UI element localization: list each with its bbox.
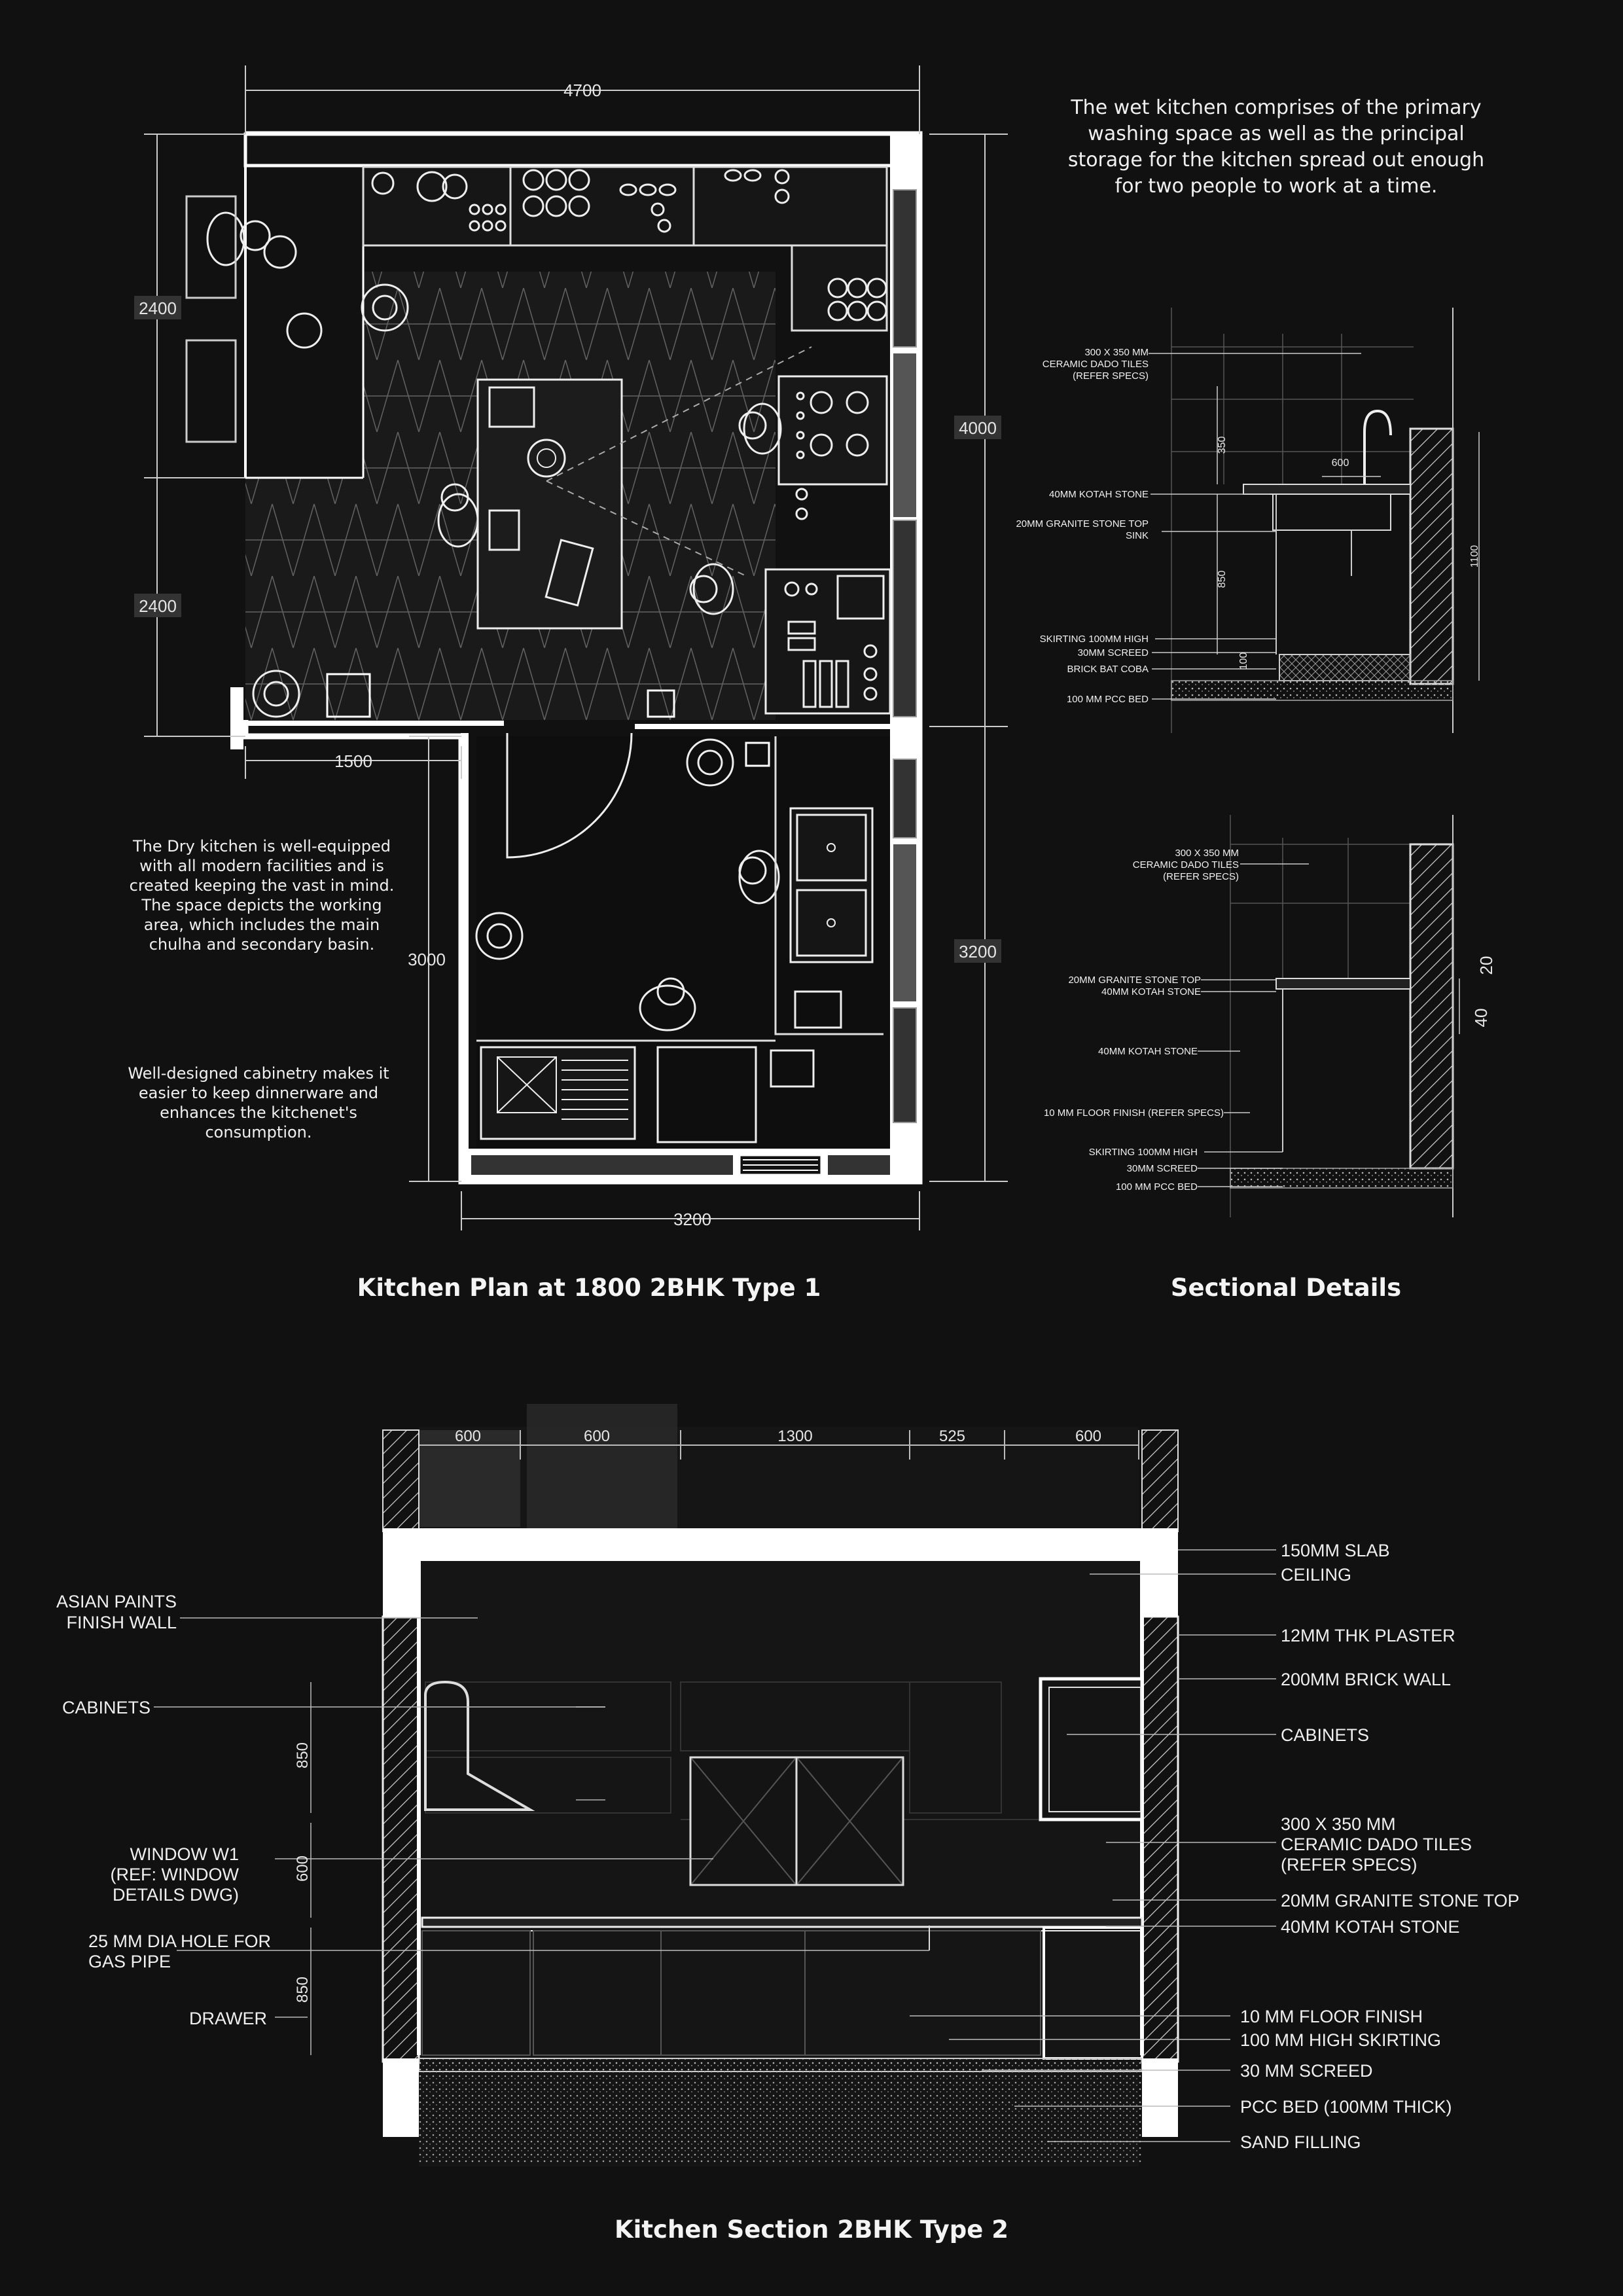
- dry-kitchen-description: The Dry kitchen is well-equipped with all modern facilities and is created keeping the vast in mind. The space depicts the working area, which includes the main chulha and secondary basin.: [129, 837, 395, 954]
- upper-label-pcc: 100 MM PCC BED: [1066, 694, 1149, 705]
- label-pcc-bed: PCC BED (100MM THICK): [1240, 2097, 1452, 2117]
- label-gas-hole-1: 25 MM DIA HOLE FOR: [88, 1931, 272, 1951]
- label-tiles-2: CERAMIC DADO TILES: [1281, 1835, 1472, 1854]
- section-left-dim-1: 850: [294, 1742, 312, 1769]
- sectional-detail-upper: [1016, 308, 1480, 733]
- label-granite-top: 20MM GRANITE STONE TOP: [1281, 1891, 1520, 1910]
- dim-left-lower: 2400: [139, 596, 177, 616]
- lower-label-screed: 30MM SCREED: [1126, 1163, 1198, 1174]
- lower-label-tiles-3: (REFER SPECS): [1163, 871, 1239, 882]
- lower-dim-40: 40: [1471, 1008, 1491, 1028]
- upper-label-tiles-3: (REFER SPECS): [1073, 370, 1149, 382]
- window-lower: [893, 844, 916, 1001]
- label-slab: 150MM SLAB: [1281, 1541, 1390, 1560]
- dim-top: 4700: [563, 81, 601, 100]
- label-window-3: DETAILS DWG): [112, 1885, 239, 1905]
- lower-label-granite: 20MM GRANITE STONE TOP: [1068, 975, 1201, 986]
- upper-label-coba: BRICK BAT COBA: [1067, 664, 1149, 675]
- upper-label-skirting: SKIRTING 100MM HIGH: [1039, 634, 1149, 645]
- upper-label-tiles-2: CERAMIC DADO TILES: [1042, 359, 1149, 370]
- lower-label-tiles-1: 300 X 350 MM: [1175, 848, 1239, 859]
- section-left-dim-3: 850: [294, 1976, 312, 2003]
- label-tiles-3: (REFER SPECS): [1281, 1855, 1418, 1874]
- pcc-bed: [419, 2072, 1142, 2163]
- sectional-detail-lower: [1044, 815, 1496, 1217]
- section-top-dim-3: 1300: [777, 1427, 813, 1445]
- label-cabinets-left: CABINETS: [62, 1698, 151, 1717]
- dim-right-lower: 3200: [959, 942, 997, 961]
- upper-dim-350: 350: [1217, 436, 1228, 454]
- label-floor-finish: 10 MM FLOOR FINISH: [1240, 2007, 1423, 2026]
- section-top-dim-1: 600: [454, 1427, 482, 1445]
- double-sink: [791, 808, 872, 962]
- cooktop: [779, 376, 887, 484]
- lower-label-kotah-2: 40MM KOTAH STONE: [1098, 1046, 1198, 1057]
- label-asian-paints-1: ASIAN PAINTS: [56, 1592, 177, 1611]
- lower-dim-20: 20: [1476, 956, 1496, 975]
- dim-right-upper: 4000: [959, 418, 997, 438]
- upper-dim-850: 850: [1217, 570, 1228, 588]
- kitchen-section: [56, 1404, 1520, 2166]
- sectional-details-title: Sectional Details: [1170, 1274, 1402, 1302]
- label-asian-paints-2: FINISH WALL: [66, 1613, 177, 1632]
- label-window-1: WINDOW W1: [130, 1844, 239, 1864]
- upper-label-sink: SINK: [1125, 530, 1149, 541]
- dim-bottom: 3200: [673, 1210, 711, 1229]
- kitchen-plan-title: Kitchen Plan at 1800 2BHK Type 1: [357, 1274, 821, 1302]
- section-top-dim-5: 600: [1075, 1427, 1102, 1445]
- label-cabinets-right: CABINETS: [1281, 1725, 1370, 1745]
- kitchen-plan: [134, 65, 1008, 1230]
- dim-left-upper: 2400: [139, 298, 177, 318]
- kitchen-island: [478, 380, 622, 628]
- right-cabinet: [1041, 1679, 1142, 1820]
- upper-label-screed: 30MM SCREED: [1077, 647, 1149, 658]
- window-upper: [893, 353, 916, 517]
- lower-label-tiles-2: CERAMIC DADO TILES: [1132, 859, 1239, 870]
- upper-label-granite: 20MM GRANITE STONE TOP: [1016, 518, 1149, 529]
- kitchen-section-title: Kitchen Section 2BHK Type 2: [615, 2215, 1008, 2244]
- top-counter: [363, 167, 887, 245]
- label-skirting: 100 MM HIGH SKIRTING: [1240, 2030, 1442, 2050]
- upper-label-kotah: 40MM KOTAH STONE: [1049, 489, 1149, 500]
- upper-dim-1100: 1100: [1469, 545, 1480, 568]
- lower-label-kotah-1: 40MM KOTAH STONE: [1101, 986, 1201, 997]
- label-window-2: (REF: WINDOW: [110, 1865, 239, 1884]
- lower-label-skirting: SKIRTING 100MM HIGH: [1088, 1147, 1198, 1158]
- label-plaster: 12MM THK PLASTER: [1281, 1626, 1455, 1645]
- dim-mid-left: 1500: [334, 751, 372, 771]
- slab: [383, 1528, 1178, 1561]
- label-screed: 30 MM SCREED: [1240, 2061, 1373, 2081]
- dim-lower-left: 3000: [408, 950, 446, 969]
- section-left-dim-2: 600: [294, 1855, 312, 1882]
- label-brick-wall: 200MM BRICK WALL: [1281, 1670, 1452, 1689]
- label-kotah-stone: 40MM KOTAH STONE: [1281, 1917, 1460, 1937]
- label-drawer: DRAWER: [189, 2009, 267, 2028]
- lower-label-floor-finish: 10 MM FLOOR FINISH (REFER SPECS): [1043, 1107, 1224, 1119]
- label-ceiling: CEILING: [1281, 1565, 1352, 1585]
- upper-label-tiles-1: 300 X 350 MM: [1084, 347, 1149, 358]
- wet-kitchen-description: The wet kitchen comprises of the primary washing space as well as the principal storage for the kitchen spread out enough for two people to work at a time.: [1067, 96, 1485, 198]
- upper-dim-100: 100: [1238, 652, 1249, 670]
- upper-dim-600: 600: [1331, 457, 1349, 469]
- label-sand-filling: SAND FILLING: [1240, 2132, 1361, 2152]
- counter-top: [422, 1918, 1142, 1927]
- section-top-dim-2: 600: [583, 1427, 611, 1445]
- label-gas-hole-2: GAS PIPE: [88, 1952, 171, 1971]
- cabinetry-description: Well-designed cabinetry makes it easier to keep dinnerware and enhances the kitchenet's consumption.: [128, 1064, 389, 1141]
- section-top-dim-4: 525: [938, 1427, 966, 1445]
- lower-label-pcc: 100 MM PCC BED: [1115, 1181, 1198, 1193]
- label-tiles-1: 300 X 350 MM: [1281, 1814, 1396, 1834]
